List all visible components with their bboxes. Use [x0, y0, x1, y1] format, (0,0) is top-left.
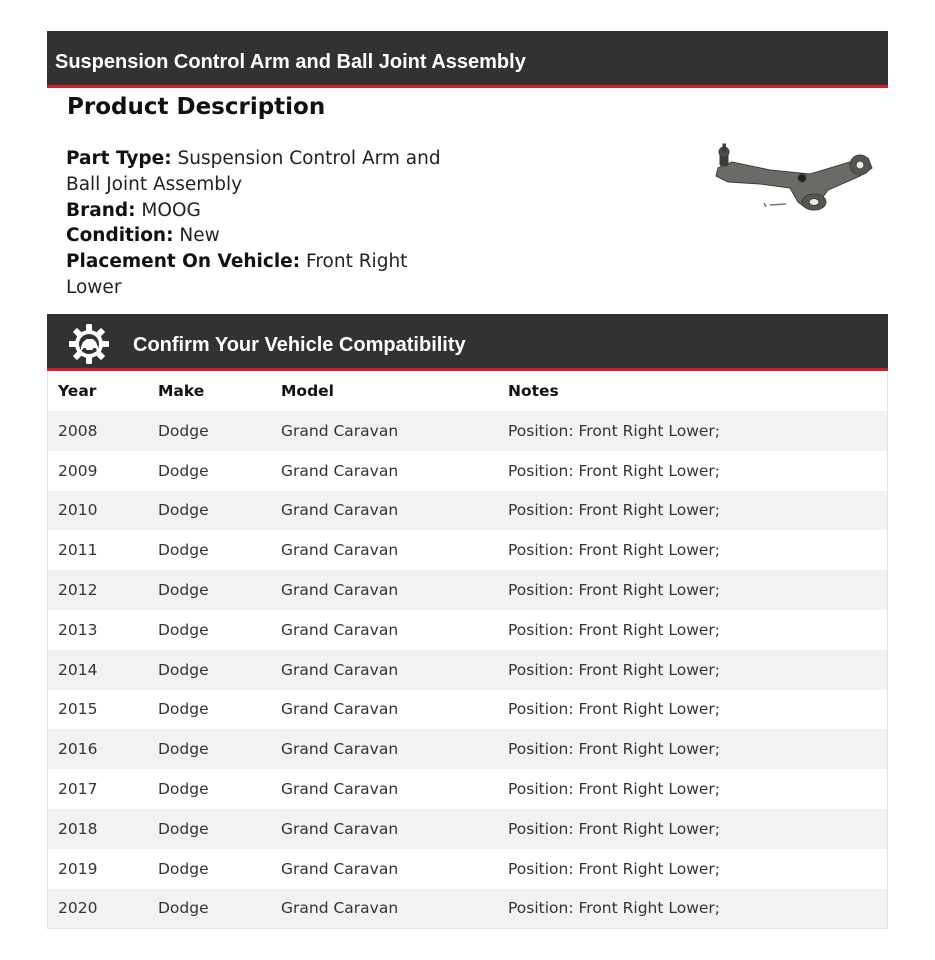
table-row — [48, 769, 887, 809]
cell-year: 2017 — [58, 780, 98, 799]
cell-notes: Position: Front Right Lower; — [508, 541, 721, 560]
cell-notes: Position: Front Right Lower; — [508, 421, 721, 440]
cell-year: 2018 — [58, 819, 98, 838]
cell-model: Grand Caravan — [281, 859, 399, 878]
cell-make: Dodge — [158, 501, 209, 520]
cell-model: Grand Caravan — [281, 899, 399, 918]
column-header-year: Year — [58, 382, 97, 400]
cell-year: 2014 — [58, 660, 98, 679]
cell-make: Dodge — [158, 700, 209, 719]
cell-model: Grand Caravan — [281, 740, 399, 759]
product-title-banner — [47, 31, 888, 88]
cell-notes: Position: Front Right Lower; — [508, 620, 721, 639]
table-row — [48, 530, 887, 570]
cell-notes: Position: Front Right Lower; — [508, 461, 721, 480]
product-description-heading: Product Description — [67, 94, 326, 120]
spec-brand: Brand: MOOG — [66, 199, 201, 221]
spec-condition: Condition: New — [66, 225, 220, 247]
cell-year: 2016 — [58, 740, 98, 759]
cell-model: Grand Caravan — [281, 461, 399, 480]
control-arm-product-image — [710, 140, 880, 220]
table-header-row — [48, 371, 887, 411]
cell-notes: Position: Front Right Lower; — [508, 859, 721, 878]
cell-year: 2010 — [58, 501, 98, 520]
cell-notes: Position: Front Right Lower; — [508, 700, 721, 719]
cell-model: Grand Caravan — [281, 581, 399, 600]
cell-notes: Position: Front Right Lower; — [508, 780, 721, 799]
table-row — [48, 849, 887, 889]
cell-year: 2020 — [58, 899, 98, 918]
cell-year: 2009 — [58, 461, 98, 480]
spec-part-type: Part Type: Suspension Control Arm and Ball Joint Assembly — [66, 148, 441, 195]
cell-year: 2013 — [58, 620, 98, 639]
gear-car-icon — [68, 323, 110, 365]
cell-notes: Position: Front Right Lower; — [508, 660, 721, 679]
table-row — [48, 729, 887, 769]
cell-notes: Position: Front Right Lower; — [508, 581, 721, 600]
column-header-model: Model — [281, 382, 334, 400]
table-row — [48, 889, 887, 929]
product-title: Suspension Control Arm and Ball Joint Assembly — [55, 51, 526, 73]
cell-model: Grand Caravan — [281, 819, 399, 838]
cell-year: 2008 — [58, 421, 98, 440]
compatibility-title: Confirm Your Vehicle Compatibility — [133, 334, 466, 356]
cell-make: Dodge — [158, 859, 209, 878]
cell-model: Grand Caravan — [281, 501, 399, 520]
cell-model: Grand Caravan — [281, 620, 399, 639]
table-row — [48, 650, 887, 690]
cell-make: Dodge — [158, 660, 209, 679]
cell-make: Dodge — [158, 899, 209, 918]
cell-make: Dodge — [158, 740, 209, 759]
cell-year: 2011 — [58, 541, 98, 560]
table-row — [48, 570, 887, 610]
table-row — [48, 610, 887, 650]
table-row — [48, 451, 887, 491]
cell-model: Grand Caravan — [281, 421, 399, 440]
compatibility-banner — [47, 314, 888, 371]
spec-placement: Placement On Vehicle: Front Right Lower — [66, 251, 408, 298]
cell-notes: Position: Front Right Lower; — [508, 899, 721, 918]
cell-notes: Position: Front Right Lower; — [508, 501, 721, 520]
cell-make: Dodge — [158, 461, 209, 480]
table-row — [48, 411, 887, 451]
cell-notes: Position: Front Right Lower; — [508, 740, 721, 759]
column-header-make: Make — [158, 382, 205, 400]
cell-make: Dodge — [158, 819, 209, 838]
cell-model: Grand Caravan — [281, 780, 399, 799]
cell-year: 2012 — [58, 581, 98, 600]
table-row — [48, 690, 887, 730]
cell-model: Grand Caravan — [281, 660, 399, 679]
cell-make: Dodge — [158, 541, 209, 560]
cell-model: Grand Caravan — [281, 541, 399, 560]
cell-make: Dodge — [158, 581, 209, 600]
table-row — [48, 491, 887, 531]
product-specs — [66, 146, 446, 301]
cell-notes: Position: Front Right Lower; — [508, 819, 721, 838]
cell-model: Grand Caravan — [281, 700, 399, 719]
table-row — [48, 809, 887, 849]
cell-make: Dodge — [158, 620, 209, 639]
cell-make: Dodge — [158, 421, 209, 440]
cell-make: Dodge — [158, 780, 209, 799]
cell-year: 2015 — [58, 700, 98, 719]
compatibility-table — [47, 371, 888, 929]
cell-year: 2019 — [58, 859, 98, 878]
column-header-notes: Notes — [508, 382, 559, 400]
